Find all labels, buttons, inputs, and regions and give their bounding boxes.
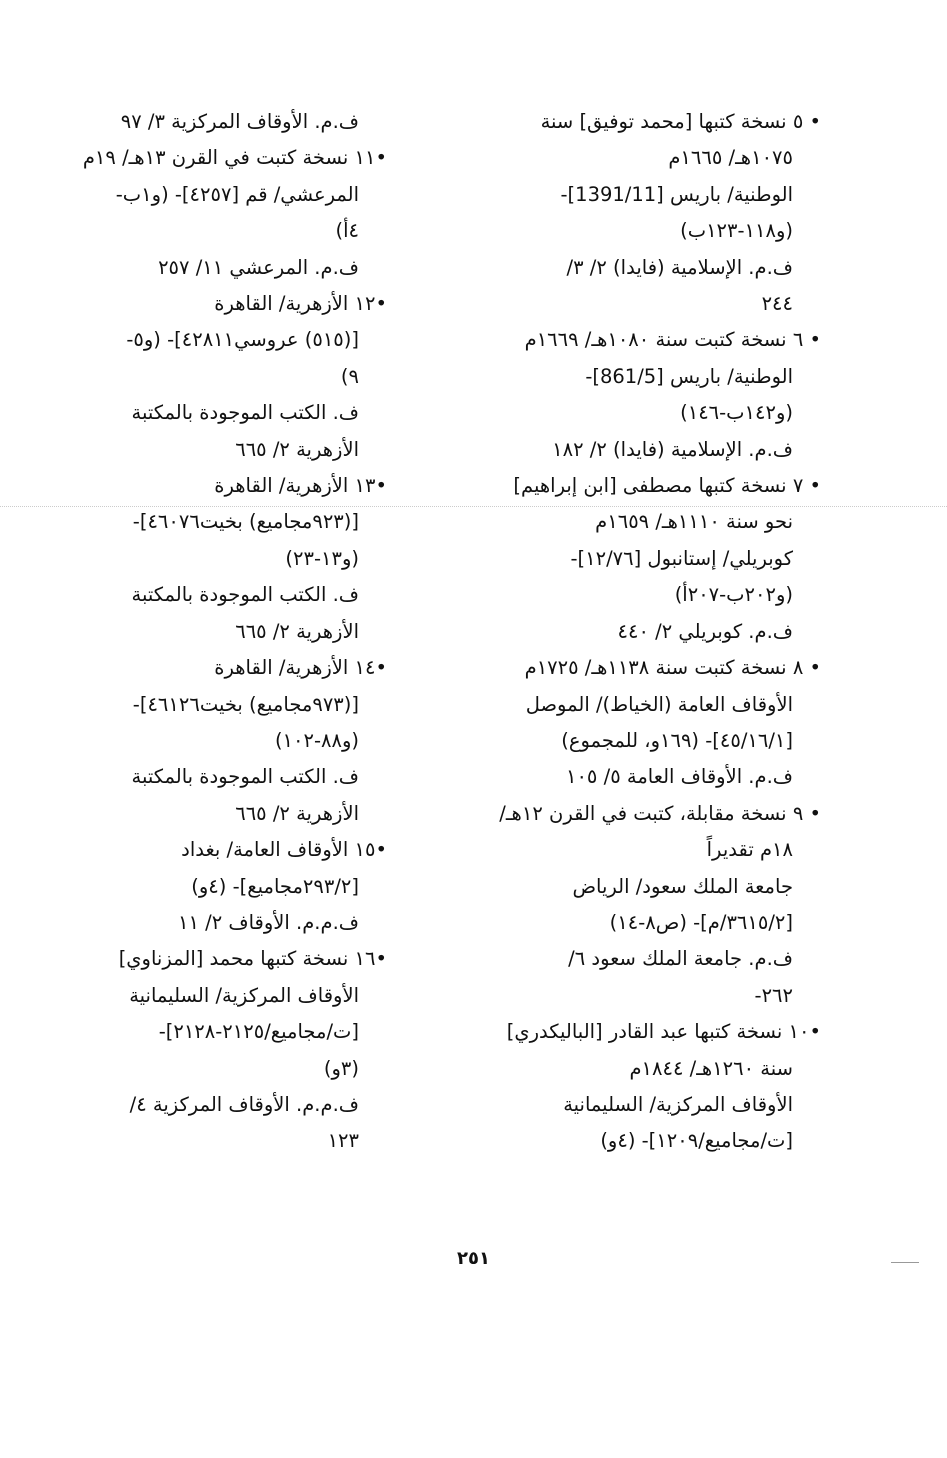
entry-detail-line: [ت/مجاميع/١٢٠٩]- (٤و): [600, 1129, 793, 1153]
entry-detail-line: ف.م. كوبريلي ٢/ ٤٤٠: [617, 619, 793, 643]
entry-detail-line: ٢٦٢-: [754, 983, 793, 1007]
catalog-entry: [87, 941, 387, 1159]
right-column: [481, 104, 821, 1160]
entry-detail-line: الوطنية/ باريس [861/5]-: [585, 364, 793, 388]
entry-detail-line: المرعشي/ قم [٤٢٥٧]- (و١ب-: [115, 182, 359, 206]
entry-heading-line: • ٥ نسخة كتبها [محمد توفيق] سنة: [540, 110, 821, 133]
entry-heading-line: • ٩ نسخة مقابلة، كتبت في القرن ١٢هـ/: [499, 801, 821, 825]
catalog-entry: [481, 468, 821, 650]
entry-detail-line: ف.م.م. الأوقاف المركزية ٤/: [129, 1092, 359, 1116]
entry-detail-line: سنة ١٢٦٠هـ/ ١٨٤٤م: [629, 1056, 793, 1080]
catalog-entry: [481, 322, 821, 468]
catalog-entry: [481, 650, 821, 796]
entry-detail-line: ف.م.م. الأوقاف ٢/ ١١: [177, 910, 359, 934]
entry-detail-line: ٩): [340, 364, 359, 388]
entry-detail-line: [(٩٧٣مجاميع) بخيت٤٦١٢٦]-: [132, 692, 359, 716]
entry-detail-line: (و٨٨-١٠٢): [274, 728, 359, 752]
entry-heading-line: •١٦ نسخة كتبها محمد [المزناوي]: [118, 947, 387, 971]
entry-heading-line: • ٨ نسخة كتبت سنة ١١٣٨هـ/ ١٧٢٥م: [524, 656, 821, 680]
entry-heading-line: • ٦ نسخة كتبت سنة ١٠٨٠هـ/ ١٦٦٩م: [524, 328, 821, 352]
entry-heading-line: •١١ نسخة كتبت في القرن ١٣هـ/ ١٩م: [82, 146, 387, 170]
entry-detail-line: الوطنية/ باريس [1391/11]-: [560, 182, 793, 206]
catalog-entry: [87, 832, 387, 941]
entry-detail-line: الأزهرية ٢/ ٦٦٥: [235, 801, 359, 825]
entry-detail-line: ٢٤٤: [761, 292, 793, 316]
left-column: [82, 104, 387, 1160]
entry-detail-line: كوبريلي/ إستانبول [١٢/٧٦]-: [570, 546, 793, 570]
entry-detail-line: ١٢٣: [327, 1129, 359, 1153]
entry-heading-line: •١٢ الأزهرية/ القاهرة: [214, 292, 387, 316]
entry-detail-line: الأوقاف العامة (الخياط)/ الموصل: [525, 692, 793, 716]
entry-heading-line: •١٣ الأزهرية/ القاهرة: [214, 474, 387, 498]
entry-detail-line: ف.م. الإسلامية (فايدا) ٢/ ١٨٢: [552, 437, 793, 461]
entry-heading-line: •١٠ نسخة كتبها عبد القادر [الباليكدري]: [506, 1020, 821, 1044]
entry-detail-line: ف. الكتب الموجودة بالمكتبة: [131, 765, 359, 789]
entry-detail-line: ف.م. جامعة الملك سعود ٦/: [568, 947, 793, 971]
entry-detail-line: ف. الكتب الموجودة بالمكتبة: [131, 583, 359, 607]
page-number: ٢٥١: [457, 1248, 490, 1269]
entry-detail-line: [(٥١٥) عروسي٤٢٨١١]- (و٥-: [126, 328, 359, 352]
entry-detail-line: الأزهرية ٢/ ٦٦٥: [235, 619, 359, 643]
entry-detail-line: ف.م. الأوقاف العامة ٥/ ١٠٥: [565, 765, 793, 789]
entry-detail-line: [٢٩٣/٢مجاميع]- (٤و): [191, 874, 359, 898]
entry-detail-line: [٤٥/١٦/١]- (١٦٩و، للمجموع): [561, 728, 793, 752]
catalog-entry: [82, 140, 387, 286]
entry-detail-line: ف. الكتب الموجودة بالمكتبة: [131, 401, 359, 425]
entry-detail-line: (٣و): [323, 1056, 359, 1080]
entry-heading-line: •١٤ الأزهرية/ القاهرة: [214, 656, 387, 680]
catalog-entry: [87, 286, 387, 468]
entry-heading-line: • ٧ نسخة كتبها مصطفى [ابن إبراهيم]: [513, 474, 821, 498]
entry-detail-line: (و٢٠٢ب-٢٠٧أ): [674, 583, 793, 607]
entry-detail-line: ١٨م تقديراً: [706, 838, 793, 862]
catalog-entry: [481, 796, 821, 1014]
entry-detail-line: (و١٣-٢٣): [285, 546, 359, 570]
entry-detail-line: الأوقاف المركزية/ السليمانية: [129, 983, 359, 1007]
catalog-entry: [481, 104, 821, 322]
scan-dotted-line: [0, 506, 947, 508]
entry-detail-line: (و١١٨-١٢٣ب): [680, 219, 793, 243]
entry-detail-line: نحو سنة ١١١٠هـ/ ١٦٥٩م: [595, 510, 793, 534]
entry-detail-line: ف.م. المرعشي ١١/ ٢٥٧: [158, 255, 359, 279]
entry-detail-line: ١٠٧٥هـ/ ١٦٦٥م: [668, 146, 793, 170]
entry-detail-line: جامعة الملك سعود/ الرياض: [572, 874, 793, 898]
entry-detail-line: (و١٤٢ب-١٤٦): [680, 401, 793, 425]
entry-heading-line: ف.م. الأوقاف المركزية ٣/ ٩٧: [120, 110, 359, 133]
entry-detail-line: [٣٦١٥/٢/م]- (ص٨-١٤): [609, 910, 793, 934]
catalog-entry: [87, 468, 387, 650]
entry-heading-line: •١٥ الأوقاف العامة/ بغداد: [181, 838, 387, 862]
entry-detail-line: ٤أ): [335, 219, 359, 243]
entry-detail-line: ف.م. الإسلامية (فايدا) ٢/ ٣/: [566, 255, 793, 279]
entry-detail-line: [(٩٢٣مجاميع) بخيت٤٦٠٧٦]-: [132, 510, 359, 534]
entry-detail-line: الأزهرية ٢/ ٦٦٥: [235, 437, 359, 461]
catalog-entry: [481, 1014, 821, 1160]
entry-detail-line: [ت/مجاميع/٢١٢٥-٢١٢٨]-: [158, 1020, 359, 1044]
catalog-entry: [87, 650, 387, 832]
catalog-entry: [87, 104, 387, 140]
entry-detail-line: الأوقاف المركزية/ السليمانية: [563, 1092, 793, 1116]
